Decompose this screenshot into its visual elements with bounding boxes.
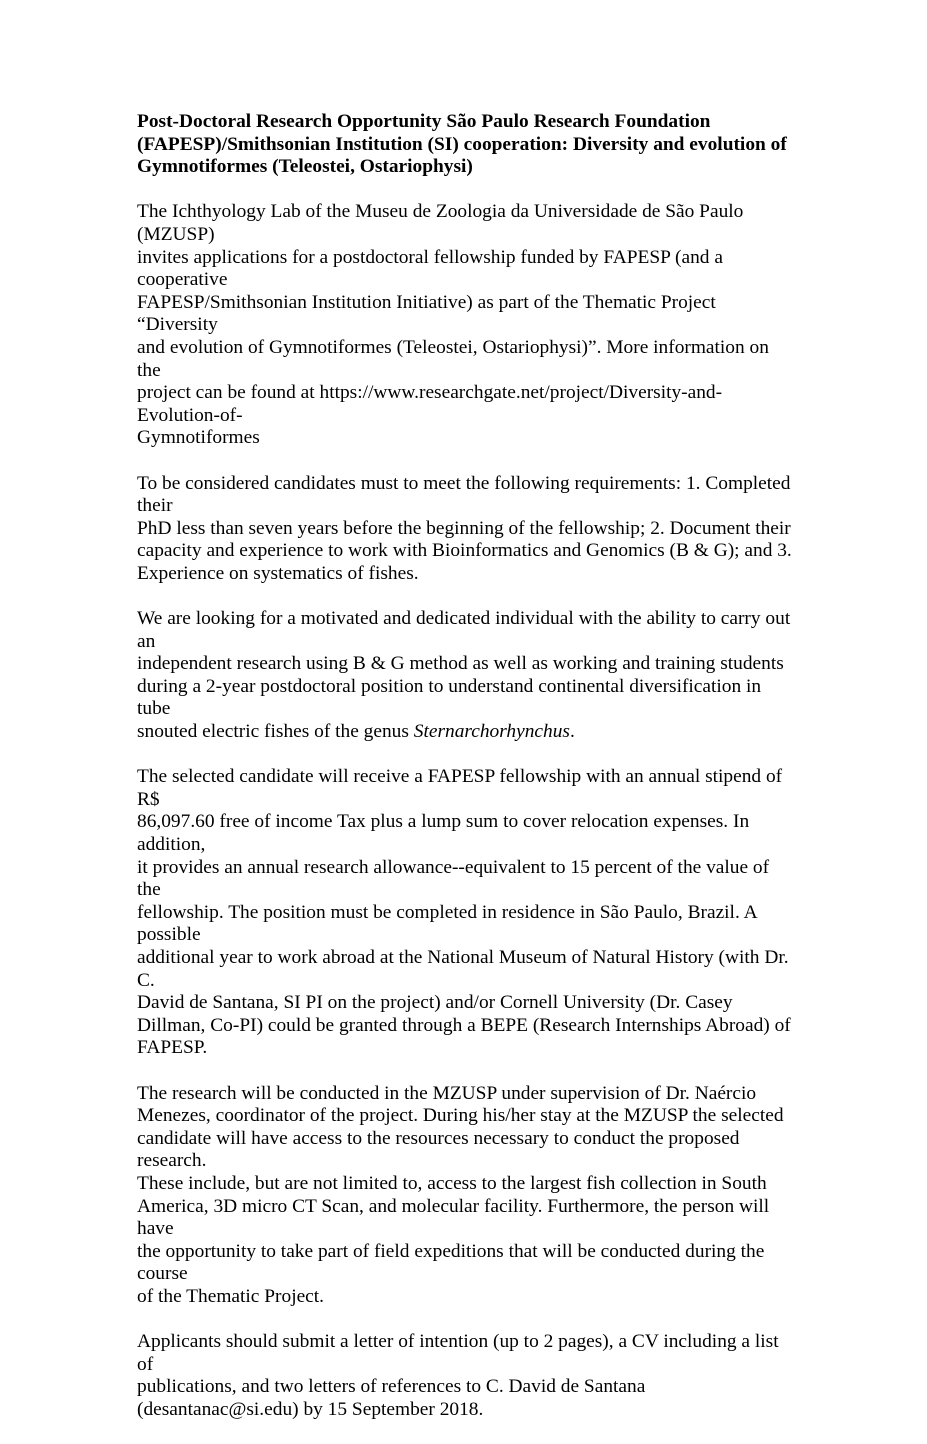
paragraph-requirements (137, 473, 797, 586)
paragraph-candidate-profile (137, 608, 797, 744)
paragraph-line: Gymnotiformes (137, 427, 260, 449)
title-line: Gymnotiformes (Teleostei, Ostariophysi) (137, 156, 473, 178)
paragraph-line: of the Thematic Project. (137, 1285, 325, 1307)
paragraph-line: and evolution of Gymnotiformes (Teleostei, Ostariophysi)”. More information on the (137, 336, 769, 381)
paragraph-line: capacity and experience to work with Bioinformatics and Genomics (B & G); and 3. (137, 540, 792, 562)
paragraph-line: invites applications for a postdoctoral fellowship funded by FAPESP (and a cooperative (137, 246, 723, 291)
paragraph-application (137, 1331, 797, 1421)
paragraph-line: candidate will have access to the resources necessary to conduct the proposed research. (137, 1127, 740, 1172)
paragraph-line: project can be found at https://www.researchgate.net/project/Diversity-and-Evolution-of- (137, 382, 723, 426)
paragraph-line: America, 3D micro CT Scan, and molecular facility. Furthermore, the person will have (137, 1195, 770, 1240)
paragraph-line: during a 2-year postdoctoral position to understand continental diversification in tube (137, 675, 762, 720)
paragraph-line: independent research using B & G method as well as working and training students (137, 653, 784, 675)
paragraph-line: To be considered candidates must to meet the following requirements: 1. Completed their (137, 472, 791, 517)
paragraph-line: fellowship. The position must be completed in residence in São Paulo, Brazil. A possible (137, 901, 757, 946)
document-body (137, 111, 797, 1444)
paragraph-line: Dillman, Co-PI) could be granted through a BEPE (Research Internships Abroad) of (137, 1014, 791, 1036)
line-text: snouted electric fishes of the genus (137, 721, 414, 743)
paragraph-research (137, 1083, 797, 1309)
paragraph-line: additional year to work abroad at the National Museum of Natural History (with Dr. C. (137, 946, 789, 991)
paragraph-line: Applicants should submit a letter of intention (up to 2 pages), a CV including a list of (137, 1331, 779, 1375)
paragraph-line: FAPESP/Smithsonian Institution Initiative) as part of the Thematic Project “Diversity (137, 291, 716, 336)
paragraph-line: it provides an annual research allowance--equivalent to 15 percent of the value of the (137, 856, 770, 901)
document-title (137, 111, 797, 179)
paragraph-line: FAPESP. (137, 1037, 208, 1059)
paragraph-line: David de Santana, SI PI on the project) and/or Cornell University (Dr. Casey (137, 992, 733, 1014)
genus-name: Sternarchorhynchus (413, 721, 570, 743)
paragraph-stipend (137, 766, 797, 1060)
paragraph-line: The research will be conducted in the MZUSP under supervision of Dr. Naércio (137, 1082, 757, 1104)
paragraph-line: publications, and two letters of references to C. David de Santana (137, 1376, 646, 1398)
paragraph-line: PhD less than seven years before the beginning of the fellowship; 2. Document their (137, 517, 791, 539)
title-line: Post-Doctoral Research Opportunity São Paulo Research Foundation (137, 111, 711, 132)
paragraph-line: 86,097.60 free of income Tax plus a lump sum to cover relocation expenses. In addition, (137, 811, 750, 855)
paragraph-line (137, 721, 797, 744)
paragraph-line: We are looking for a motivated and dedicated individual with the ability to carry out an (137, 608, 791, 652)
paragraph-line: The Ichthyology Lab of the Museu de Zoologia da Universidade de São Paulo (MZUSP) (137, 201, 744, 245)
title-line: (FAPESP)/Smithsonian Institution (SI) cooperation: Diversity and evolution of (137, 133, 787, 155)
paragraph-line: These include, but are not limited to, access to the largest fish collection in South (137, 1172, 767, 1194)
paragraph-line: Experience on systematics of fishes. (137, 562, 419, 584)
paragraph-line: Menezes, coordinator of the project. During his/her stay at the MZUSP the selected (137, 1105, 784, 1127)
paragraph-line: (desantanac@si.edu) by 15 September 2018. (137, 1398, 484, 1420)
line-text: . (569, 721, 575, 743)
paragraph-line: the opportunity to take part of field expeditions that will be conducted during the course (137, 1240, 765, 1285)
paragraph-intro (137, 201, 797, 450)
paragraph-line: The selected candidate will receive a FAPESP fellowship with an annual stipend of R$ (137, 766, 783, 810)
